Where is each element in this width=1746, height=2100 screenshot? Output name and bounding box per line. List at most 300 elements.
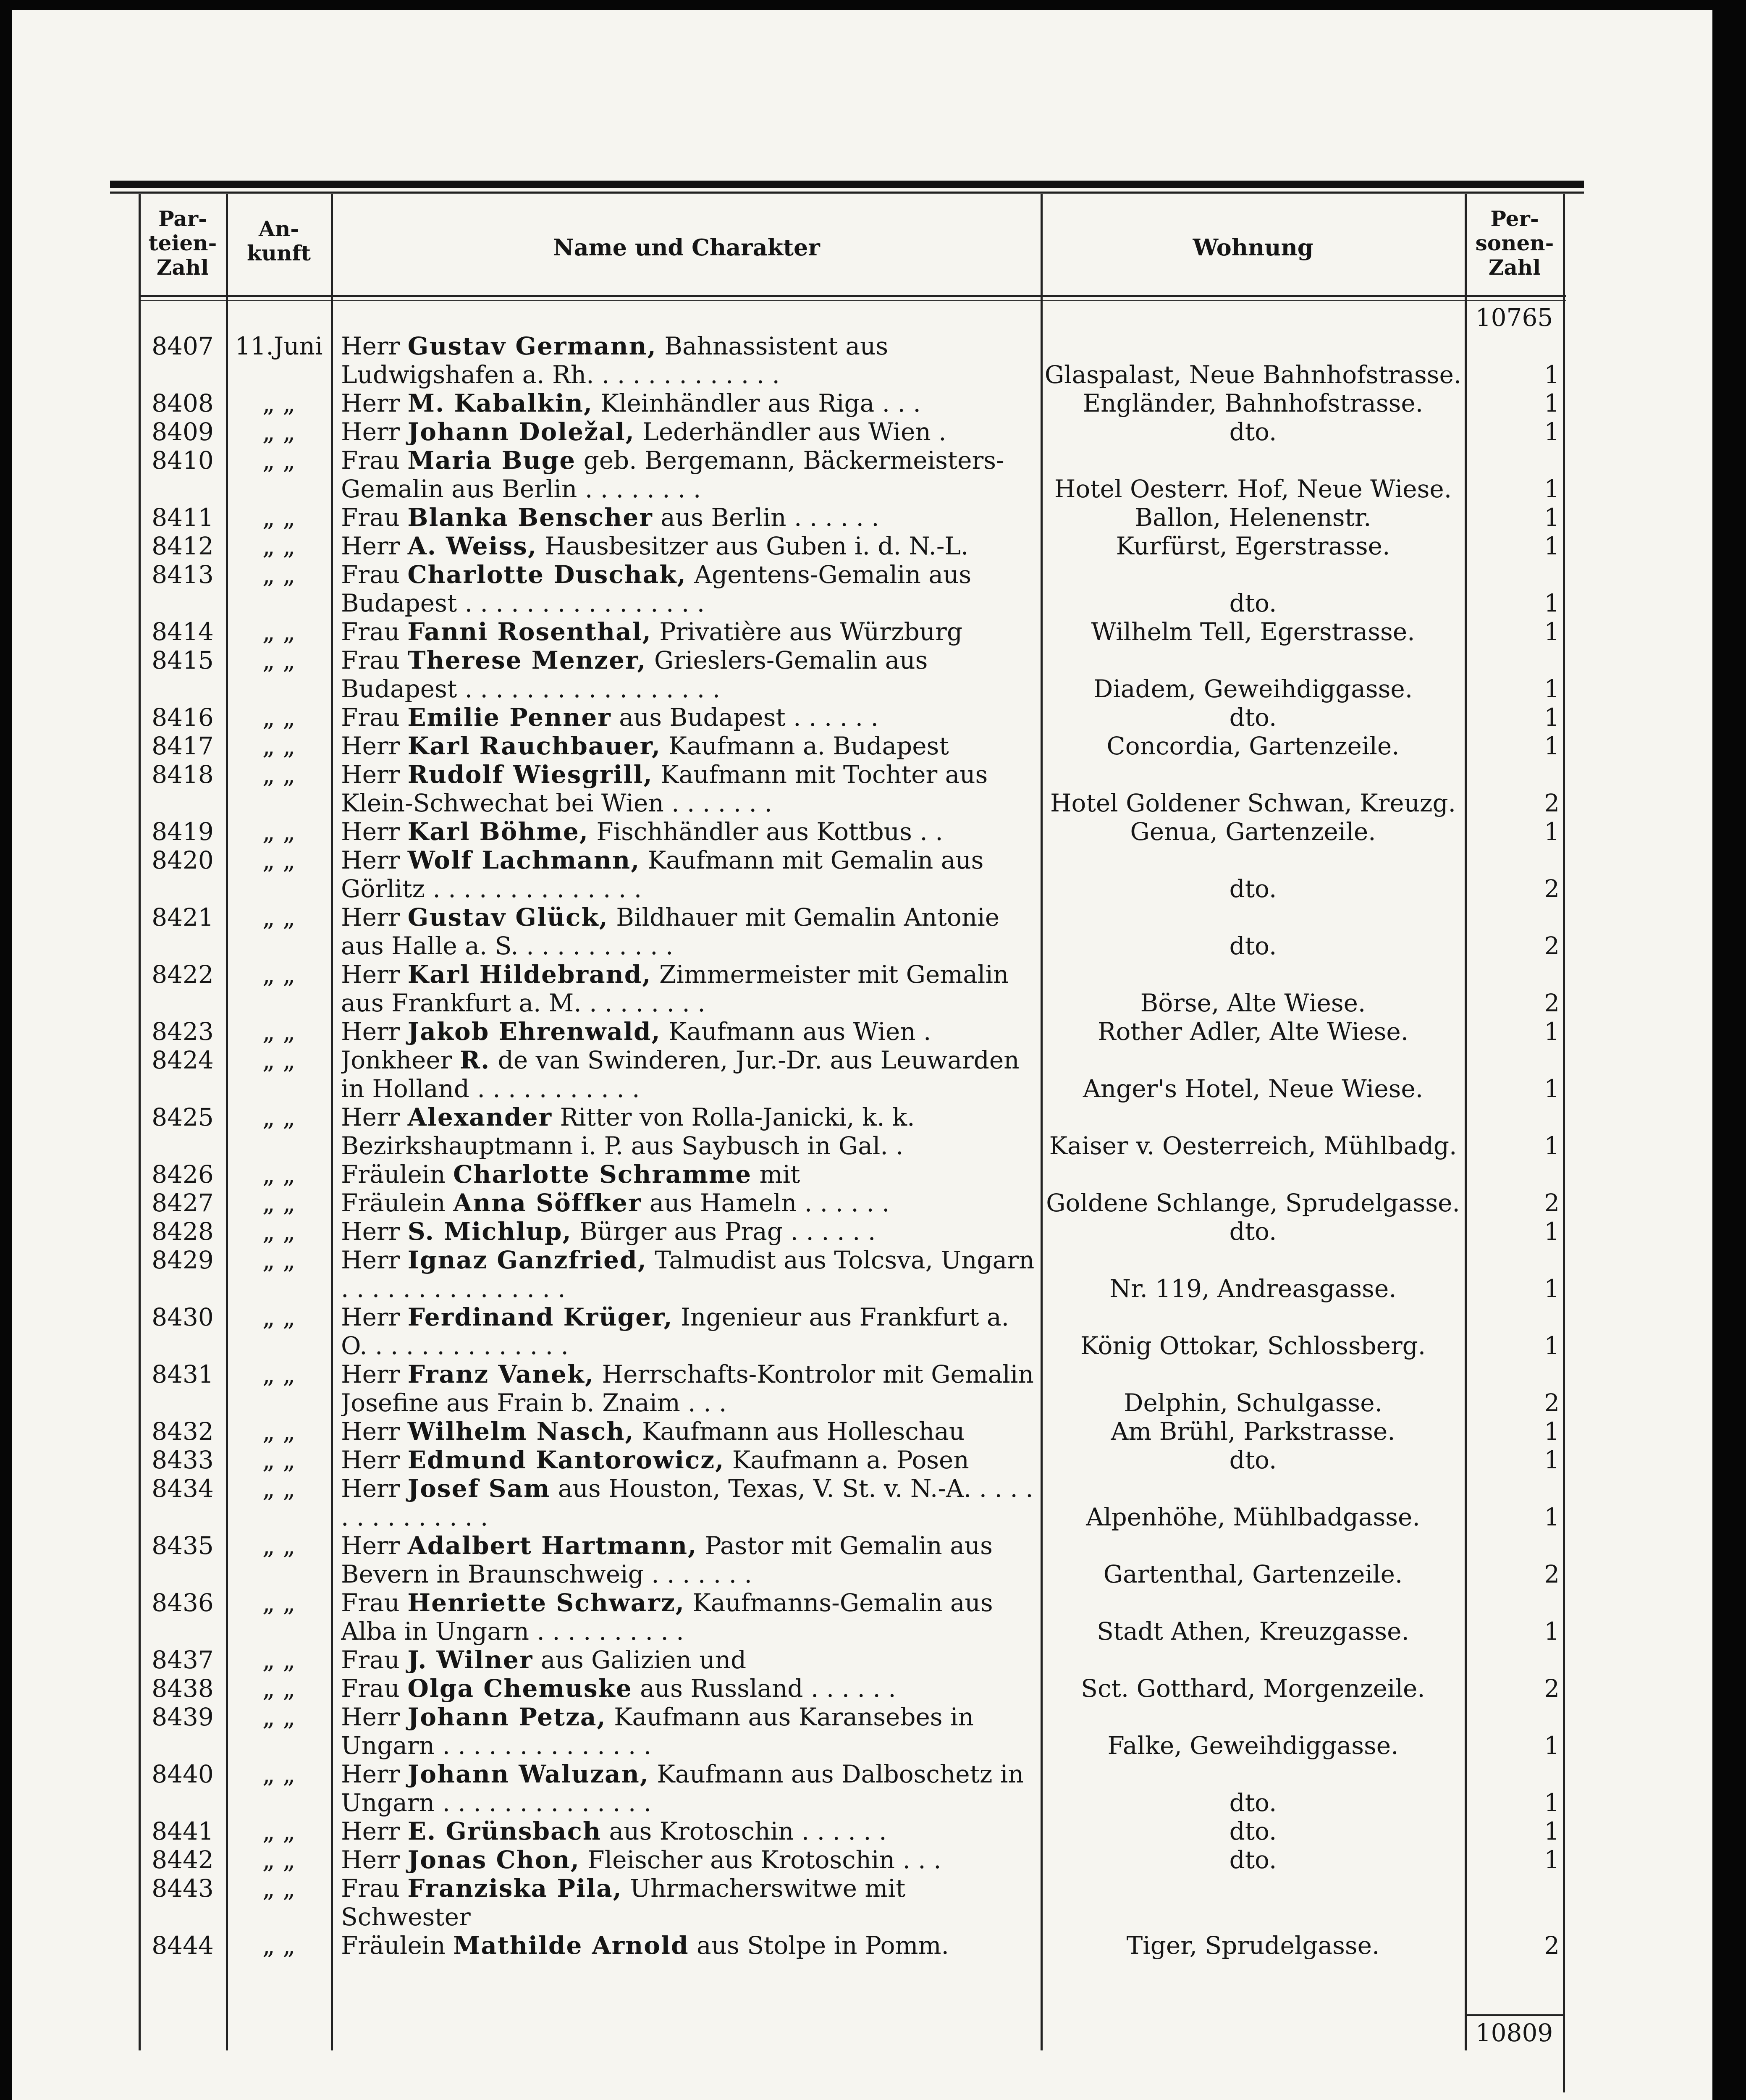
partei-number: 8409 <box>152 417 214 446</box>
arrival-date: „ „ <box>262 1531 296 1560</box>
guest-title: Herr <box>341 389 408 417</box>
guest-entry <box>341 389 1038 417</box>
guest-entry <box>341 1189 1038 1217</box>
guest-description: Herrschafts-Kontrolor mit Gemalin Josefine aus Frain b. Znaim . . . <box>341 1360 1034 1417</box>
column-divider <box>139 194 141 2050</box>
guest-entry <box>341 1646 1038 1674</box>
guest-title: Herr <box>341 417 408 446</box>
guest-name: Jonas Chon, <box>407 1845 580 1874</box>
lodging-address: Goldene Schlange, Sprudelgasse. <box>1046 1189 1460 1217</box>
arrival-date: „ „ <box>262 1417 296 1446</box>
guest-entry <box>341 503 1038 532</box>
person-count: 1 <box>1544 1788 1560 1817</box>
guest-title: Herr <box>341 1360 408 1389</box>
person-count: 1 <box>1544 1731 1560 1760</box>
person-count: 1 <box>1544 617 1560 646</box>
guest-description: Kaufmann aus Karansebes in Ungarn . . . . . . . . . . . . . . <box>341 1703 974 1760</box>
top-rule-thin <box>110 192 1584 194</box>
guest-title: Herr <box>341 332 408 360</box>
page-frame-top <box>0 0 1746 10</box>
guest-entry <box>341 1531 1038 1588</box>
guest-entry <box>341 1874 1038 1931</box>
guest-description: Kaufmann a. Budapest <box>661 732 949 760</box>
arrival-date: „ „ <box>262 1017 296 1046</box>
person-count: 2 <box>1544 874 1560 903</box>
guest-title: Herr <box>341 1446 408 1474</box>
lodging-address: Am Brühl, Parkstrasse. <box>1111 1417 1395 1446</box>
partei-number: 8408 <box>152 389 214 417</box>
guest-entry <box>341 446 1038 503</box>
person-count: 2 <box>1544 989 1560 1017</box>
arrival-date: „ „ <box>262 960 296 989</box>
partei-number: 8427 <box>152 1189 214 1217</box>
guest-entry <box>341 1845 1038 1874</box>
person-count: 2 <box>1544 789 1560 817</box>
guest-name: Franziska Pila, <box>407 1874 622 1903</box>
guest-description: Ingenieur aus Frankfurt a. O. . . . . . . . . . . . . . <box>341 1303 1009 1360</box>
partei-number: 8432 <box>152 1417 214 1446</box>
arrival-date: „ „ <box>262 1646 296 1674</box>
guest-title: Frau <box>341 1674 408 1703</box>
guest-title: Frau <box>341 1874 408 1903</box>
person-count: 1 <box>1544 1417 1560 1446</box>
arrival-date: „ „ <box>262 817 296 846</box>
guest-title: Herr <box>341 960 408 989</box>
guest-description: aus Berlin . . . . . . <box>653 503 879 532</box>
arrival-date: „ „ <box>262 760 296 789</box>
person-count: 1 <box>1544 1503 1560 1531</box>
partei-number: 8439 <box>152 1703 214 1731</box>
page-frame-left <box>0 0 12 2100</box>
person-count: 1 <box>1544 1331 1560 1360</box>
lodging-address: dto. <box>1229 1817 1277 1845</box>
partei-number: 8415 <box>152 646 214 675</box>
partei-number: 8422 <box>152 960 214 989</box>
guest-name: Karl Rauchbauer, <box>407 732 661 760</box>
guest-title: Herr <box>341 817 408 846</box>
guest-entry <box>341 1303 1038 1360</box>
lodging-address: Kaiser v. Oesterreich, Mühlbadg. <box>1049 1131 1457 1160</box>
guest-name: Therese Menzer, <box>407 646 647 675</box>
guest-name: Adalbert Hartmann, <box>407 1531 697 1560</box>
guest-title: Herr <box>341 1845 408 1874</box>
partei-number: 8434 <box>152 1474 214 1503</box>
lodging-address: Hotel Oesterr. Hof, Neue Wiese. <box>1054 475 1452 503</box>
lodging-address: dto. <box>1229 417 1277 446</box>
guest-entry <box>341 417 1038 446</box>
person-count: 1 <box>1544 1817 1560 1845</box>
arrival-date: „ „ <box>262 1931 296 1960</box>
arrival-date: „ „ <box>262 1360 296 1389</box>
guest-name: Rudolf Wiesgrill, <box>407 760 653 789</box>
header-ankunft: An- kunft <box>247 216 311 265</box>
guest-description: Kaufmanns-Gemalin aus Alba in Ungarn . . . . . . . . . . <box>341 1588 993 1646</box>
arrival-date: „ „ <box>262 1303 296 1331</box>
guest-name: Wilhelm Nasch, <box>407 1417 634 1446</box>
person-count: 1 <box>1544 675 1560 703</box>
guest-title: Herr <box>341 1246 408 1274</box>
guest-title: Herr <box>341 1531 408 1560</box>
lodging-address: dto. <box>1229 703 1277 732</box>
arrival-date: „ „ <box>262 532 296 560</box>
lodging-address: Diadem, Geweihdiggasse. <box>1093 675 1413 703</box>
guest-description: Agentens-Gemalin aus Budapest . . . . . . . . . . . . . . . . <box>341 560 972 617</box>
guest-title: Frau <box>341 446 408 475</box>
guest-entry <box>341 617 1038 646</box>
lodging-address: dto. <box>1229 1446 1277 1474</box>
partei-number: 8418 <box>152 760 214 789</box>
partei-number: 8414 <box>152 617 214 646</box>
guest-title: Frau <box>341 646 408 675</box>
person-count: 1 <box>1544 532 1560 560</box>
guest-title: Herr <box>341 1017 408 1046</box>
guest-description: aus Houston, Texas, V. St. v. N.-A. . . . . . . . . . . . . . . <box>341 1474 1033 1531</box>
partei-number: 8423 <box>152 1017 214 1046</box>
partei-number: 8441 <box>152 1817 214 1845</box>
guest-title: Herr <box>341 1760 408 1788</box>
lodging-address: dto. <box>1229 1788 1277 1817</box>
guest-description: de van Swinderen, Jur.-Dr. aus Leuwarden in Holland . . . . . . . . . . . <box>341 1046 1020 1103</box>
person-count: 1 <box>1544 1131 1560 1160</box>
guest-description: aus Russland . . . . . . <box>632 1674 896 1703</box>
guest-title: Frau <box>341 560 408 589</box>
lodging-address: dto. <box>1229 589 1277 617</box>
final-total: 10809 <box>1475 2019 1553 2047</box>
guest-description: Kaufmann mit Tochter aus Klein-Schwechat bei Wien . . . . . . . <box>341 760 988 817</box>
guest-name: Johann Doležal, <box>407 417 635 446</box>
guest-description: aus Krotoschin . . . . . . <box>601 1817 887 1845</box>
partei-number: 8411 <box>152 503 214 532</box>
partei-number: 8444 <box>152 1931 214 1960</box>
guest-name: A. Weiss, <box>407 532 537 560</box>
guest-name: Mathilde Arnold <box>453 1931 689 1960</box>
lodging-address: Genua, Gartenzeile. <box>1130 817 1376 846</box>
lodging-address: Kurfürst, Egerstrasse. <box>1116 532 1390 560</box>
person-count: 1 <box>1544 732 1560 760</box>
person-count: 1 <box>1544 475 1560 503</box>
partei-number: 8420 <box>152 846 214 874</box>
partei-number: 8419 <box>152 817 214 846</box>
guest-name: Franz Vanek, <box>407 1360 595 1389</box>
header-partei-zahl: Par- teien- Zahl <box>148 206 217 280</box>
partei-number: 8412 <box>152 532 214 560</box>
lodging-address: dto. <box>1229 932 1277 960</box>
arrival-date: „ „ <box>262 1217 296 1246</box>
partei-number: 8431 <box>152 1360 214 1389</box>
guest-entry <box>341 1931 1038 1960</box>
person-count: 1 <box>1544 1074 1560 1103</box>
guest-entry <box>341 1588 1038 1646</box>
arrival-date: „ „ <box>262 446 296 475</box>
partei-number: 8429 <box>152 1246 214 1274</box>
guest-title: Herr <box>341 1817 408 1845</box>
guest-title: Herr <box>341 1217 408 1246</box>
partei-number: 8425 <box>152 1103 214 1131</box>
header-wohnung: Wohnung <box>1193 234 1313 261</box>
person-count: 1 <box>1544 1617 1560 1646</box>
column-divider <box>1563 194 1565 2092</box>
column-divider <box>331 194 333 2050</box>
guest-name: Charlotte Schramme <box>453 1160 752 1189</box>
partei-number: 8417 <box>152 732 214 760</box>
person-count: 2 <box>1544 1931 1560 1960</box>
guest-entry <box>341 732 1038 760</box>
guest-entry <box>341 532 1038 560</box>
header-rule-second <box>139 300 1566 301</box>
partei-number: 8437 <box>152 1646 214 1674</box>
partei-number: 8410 <box>152 446 214 475</box>
partei-number: 8440 <box>152 1760 214 1788</box>
arrival-date: „ „ <box>262 1046 296 1074</box>
arrival-date: „ „ <box>262 1817 296 1845</box>
guest-name: Olga Chemuske <box>407 1674 632 1703</box>
guest-title: Frau <box>341 1646 408 1674</box>
header-name-charakter: Name und Charakter <box>553 234 820 261</box>
guest-entry <box>341 903 1038 960</box>
lodging-address: dto. <box>1229 1217 1277 1246</box>
lodging-address: Falke, Geweihdiggasse. <box>1107 1731 1399 1760</box>
header-personen-zahl: Per- sonen- Zahl <box>1475 206 1554 280</box>
lodging-address: dto. <box>1229 1845 1277 1874</box>
guest-description: geb. Bergemann, Bäckermeisters-Gemalin aus Berlin . . . . . . . . <box>341 446 1004 503</box>
lodging-address: Gartenthal, Gartenzeile. <box>1103 1560 1403 1588</box>
partei-number: 8435 <box>152 1531 214 1560</box>
partei-number: 8433 <box>152 1446 214 1474</box>
arrival-date: „ „ <box>262 389 296 417</box>
page-frame-right <box>1712 0 1746 2100</box>
partei-number: 8430 <box>152 1303 214 1331</box>
guest-description: aus Hameln . . . . . . <box>642 1189 890 1217</box>
guest-name: Wolf Lachmann, <box>407 846 640 874</box>
arrival-date: „ „ <box>262 1845 296 1874</box>
person-count: 2 <box>1544 1189 1560 1217</box>
guest-name: Blanka Benscher <box>407 503 653 532</box>
person-count: 1 <box>1544 389 1560 417</box>
partei-number: 8436 <box>152 1588 214 1617</box>
person-count: 2 <box>1544 1560 1560 1588</box>
guest-description: Kaufmann a. Posen <box>724 1446 969 1474</box>
arrival-date: „ „ <box>262 1446 296 1474</box>
lodging-address: Stadt Athen, Kreuzgasse. <box>1097 1617 1409 1646</box>
guest-description: aus Stolpe in Pomm. <box>689 1931 949 1960</box>
guest-title: Frau <box>341 1588 408 1617</box>
person-count: 1 <box>1544 817 1560 846</box>
guest-description: Zimmermeister mit Gemalin aus Frankfurt a. M. . . . . . . . . <box>341 960 1009 1017</box>
guest-description: Hausbesitzer aus Guben i. d. N.-L. <box>537 532 969 560</box>
guest-description: Pastor mit Gemalin aus Bevern in Braunschweig . . . . . . . <box>341 1531 993 1588</box>
guest-title: Herr <box>341 1703 408 1731</box>
guest-description: Lederhändler aus Wien . <box>634 417 946 446</box>
guest-description: Fleischer aus Krotoschin . . . <box>579 1845 941 1874</box>
lodging-address: Tiger, Sprudelgasse. <box>1126 1931 1380 1960</box>
arrival-date: „ „ <box>262 903 296 932</box>
guest-entry <box>341 1017 1038 1046</box>
guest-name: R. <box>459 1046 490 1074</box>
guest-entry <box>341 703 1038 732</box>
lodging-address: Rother Adler, Alte Wiese. <box>1097 1017 1409 1046</box>
lodging-address: Ballon, Helenenstr. <box>1135 503 1371 532</box>
guest-entry <box>341 1817 1038 1845</box>
arrival-date: „ „ <box>262 646 296 675</box>
guest-title: Herr <box>341 532 408 560</box>
column-divider <box>226 194 228 2050</box>
guest-name: Johann Waluzan, <box>407 1760 649 1788</box>
lodging-address: Concordia, Gartenzeile. <box>1106 732 1400 760</box>
guest-entry <box>341 1674 1038 1703</box>
guest-name: Karl Hildebrand, <box>407 960 652 989</box>
carry-over-total: 10765 <box>1475 303 1553 332</box>
guest-entry <box>341 560 1038 617</box>
guest-title: Herr <box>341 1103 408 1131</box>
guest-name: Josef Sam <box>407 1474 551 1503</box>
guest-title: Herr <box>341 760 408 789</box>
person-count: 2 <box>1544 1674 1560 1703</box>
top-rule-thick <box>110 181 1584 188</box>
guest-entry <box>341 760 1038 817</box>
arrival-date: „ „ <box>262 1588 296 1617</box>
partei-number: 8416 <box>152 703 214 732</box>
guest-description: Bahnassistent aus Ludwigshafen a. Rh. . . . . . . . . . . . . <box>341 332 889 389</box>
guest-name: Fanni Rosenthal, <box>407 617 652 646</box>
guest-entry <box>341 1246 1038 1303</box>
partei-number: 8438 <box>152 1674 214 1703</box>
person-count: 1 <box>1544 417 1560 446</box>
lodging-address: Delphin, Schulgasse. <box>1123 1389 1383 1417</box>
guest-name: Edmund Kantorowicz, <box>407 1446 725 1474</box>
guest-title: Fräulein <box>341 1160 454 1189</box>
lodging-address: Nr. 119, Andreasgasse. <box>1109 1274 1397 1303</box>
partei-number: 8426 <box>152 1160 214 1189</box>
lodging-address: Sct. Gotthard, Morgenzeile. <box>1081 1674 1425 1703</box>
arrival-date: „ „ <box>262 1103 296 1131</box>
guest-entry <box>341 960 1038 1017</box>
guest-name: J. Wilner <box>407 1646 533 1674</box>
column-divider <box>1041 194 1043 2050</box>
person-count: 1 <box>1544 1274 1560 1303</box>
guest-name: Gustav Germann, <box>407 332 657 360</box>
guest-title: Herr <box>341 732 408 760</box>
guest-entry <box>341 1160 1038 1189</box>
guest-name: M. Kabalkin, <box>407 389 593 417</box>
guest-name: Anna Söffker <box>453 1189 642 1217</box>
partei-number: 8424 <box>152 1046 214 1074</box>
guest-description: aus Galizien und <box>533 1646 747 1674</box>
arrival-date: „ „ <box>262 1674 296 1703</box>
guest-description: aus Budapest . . . . . . <box>611 703 878 732</box>
guest-description: Kaufmann mit Gemalin aus Görlitz . . . . . . . . . . . . . . <box>341 846 984 903</box>
person-count: 2 <box>1544 1389 1560 1417</box>
guest-description: Kaufmann aus Wien . <box>661 1017 931 1046</box>
guest-name: Jakob Ehrenwald, <box>407 1017 661 1046</box>
guest-entry <box>341 817 1038 846</box>
partei-number: 8443 <box>152 1874 214 1903</box>
guest-description: Fischhändler aus Kottbus . . <box>588 817 943 846</box>
guest-entry <box>341 846 1038 903</box>
guest-entry <box>341 332 1038 389</box>
guest-entry <box>341 1360 1038 1417</box>
partei-number: 8428 <box>152 1217 214 1246</box>
arrival-date: „ „ <box>262 1474 296 1503</box>
lodging-address: Anger's Hotel, Neue Wiese. <box>1083 1074 1424 1103</box>
guest-description: Talmudist aus Tolcsva, Ungarn . . . . . . . . . . . . . . . <box>341 1246 1035 1303</box>
guest-description: Kleinhändler aus Riga . . . <box>593 389 921 417</box>
lodging-address: Hotel Goldener Schwan, Kreuzg. <box>1050 789 1456 817</box>
guest-name: Gustav Glück, <box>407 903 608 932</box>
person-count: 1 <box>1544 1446 1560 1474</box>
guest-title: Frau <box>341 503 408 532</box>
person-count: 1 <box>1544 1845 1560 1874</box>
guest-entry <box>341 1446 1038 1474</box>
guest-name: Henriette Schwarz, <box>407 1588 685 1617</box>
guest-description: Uhrmacherswitwe mit Schwester <box>341 1874 906 1931</box>
guest-title: Herr <box>341 846 408 874</box>
arrival-date: „ „ <box>262 846 296 874</box>
guest-entry <box>341 1046 1038 1103</box>
column-divider <box>1465 194 1467 2050</box>
partei-number: 8421 <box>152 903 214 932</box>
guest-name: S. Michlup, <box>407 1217 572 1246</box>
lodging-address: Börse, Alte Wiese. <box>1140 989 1366 1017</box>
guest-name: Alexander <box>407 1103 553 1131</box>
person-count: 1 <box>1544 703 1560 732</box>
guest-entry <box>341 646 1038 703</box>
guest-name: Karl Böhme, <box>407 817 589 846</box>
guest-entry <box>341 1417 1038 1446</box>
guest-name: Charlotte Duschak, <box>407 560 687 589</box>
lodging-address: König Ottokar, Schlossberg. <box>1080 1331 1426 1360</box>
partei-number: 8413 <box>152 560 214 589</box>
lodging-address: Wilhelm Tell, Egerstrasse. <box>1091 617 1415 646</box>
guest-description: Privatière aus Würzburg <box>651 617 962 646</box>
guest-name: Ferdinand Krüger, <box>407 1303 673 1331</box>
guest-name: Emilie Penner <box>407 703 611 732</box>
arrival-date: „ „ <box>262 417 296 446</box>
guest-description: mit <box>752 1160 800 1189</box>
guest-entry <box>341 1703 1038 1760</box>
guest-title: Fräulein <box>341 1189 454 1217</box>
lodging-address: Alpenhöhe, Mühlbadgasse. <box>1086 1503 1420 1531</box>
guest-name: E. Grünsbach <box>407 1817 602 1845</box>
guest-entry <box>341 1103 1038 1160</box>
arrival-date: „ „ <box>262 1703 296 1731</box>
guest-entry <box>341 1217 1038 1246</box>
arrival-date: „ „ <box>262 1160 296 1189</box>
arrival-date: „ „ <box>262 732 296 760</box>
guest-name: Johann Petza, <box>407 1703 606 1731</box>
arrival-date: „ „ <box>262 503 296 532</box>
guest-entry <box>341 1760 1038 1817</box>
guest-description: Ritter von Rolla-Janicki, k. k. Bezirkshauptmann i. P. aus Saybusch in Gal. . <box>341 1103 915 1160</box>
guest-title: Jonkheer <box>341 1046 460 1074</box>
arrival-date: 11.Juni <box>235 332 323 360</box>
arrival-date: „ „ <box>262 1874 296 1903</box>
guest-description: Bürger aus Prag . . . . . . <box>572 1217 876 1246</box>
person-count: 1 <box>1544 589 1560 617</box>
guest-entry <box>341 1474 1038 1531</box>
arrival-date: „ „ <box>262 617 296 646</box>
guest-title: Herr <box>341 1303 408 1331</box>
guest-description: Kaufmann aus Holleschau <box>634 1417 965 1446</box>
arrival-date: „ „ <box>262 703 296 732</box>
guest-title: Herr <box>341 1417 408 1446</box>
arrival-date: „ „ <box>262 1246 296 1274</box>
lodging-address: dto. <box>1229 874 1277 903</box>
arrival-date: „ „ <box>262 560 296 589</box>
person-count: 2 <box>1544 932 1560 960</box>
person-count: 1 <box>1544 503 1560 532</box>
guest-title: Herr <box>341 1474 408 1503</box>
header-rule <box>139 295 1566 297</box>
